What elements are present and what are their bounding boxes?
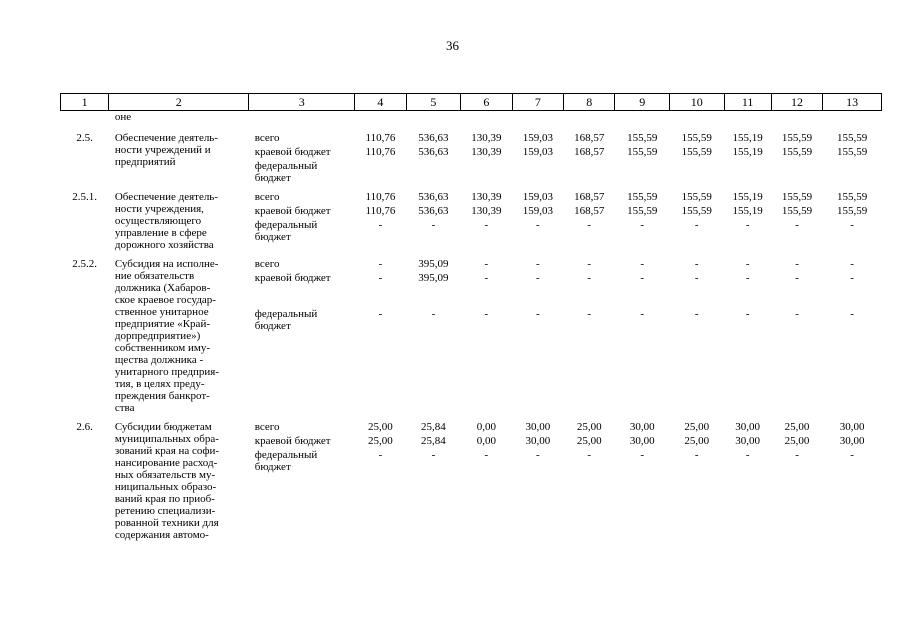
value-cell-col-7: - xyxy=(535,272,540,284)
value-cell-col-6: 130,39 xyxy=(471,132,502,144)
header-col-13: 13 xyxy=(823,94,882,111)
value-cell-col-7: 159,03 xyxy=(522,146,553,158)
value-cell-col-13: - xyxy=(850,272,854,284)
value-cell-col-12: 25,00 xyxy=(784,435,810,447)
funding-source: федеральный бюджет xyxy=(254,219,318,243)
funding-source: всего xyxy=(254,191,280,203)
header-col-11: 11 xyxy=(724,94,771,111)
value-cell-col-7: 159,03 xyxy=(522,205,553,217)
value-cell-col-10: - xyxy=(694,308,699,320)
value-cell-col-13: - xyxy=(850,219,854,231)
value-cell-col-11: - xyxy=(745,449,750,461)
value-cell-col-5: - xyxy=(431,219,436,231)
value-cell-col-12: 25,00 xyxy=(784,421,810,433)
value-cell-col-6: 130,39 xyxy=(471,146,502,158)
value-cell-col-7: - xyxy=(535,258,540,270)
value-cell-col-9: - xyxy=(640,272,645,284)
value-cell-col-10: - xyxy=(694,219,699,231)
row-number: 2.5.2. xyxy=(72,258,98,270)
value-cell-col-11: 30,00 xyxy=(735,435,761,447)
value-cell-col-4: 110,76 xyxy=(365,205,396,217)
value-cell-col-6: 130,39 xyxy=(471,191,502,203)
value-cell-col-12: 155,59 xyxy=(781,205,813,217)
value-cell-col-4: 25,00 xyxy=(368,435,393,447)
value-cell-col-8: 168,57 xyxy=(574,146,605,158)
row-number: 2.5. xyxy=(76,132,93,144)
header-col-9: 9 xyxy=(615,94,670,111)
value-cell-col-8: - xyxy=(587,219,592,231)
value-cell-col-11: 155,19 xyxy=(732,132,763,144)
value-cell-col-9: 30,00 xyxy=(629,435,655,447)
value-cell-col-11: 155,19 xyxy=(732,146,763,158)
funding-source: краевой бюджет xyxy=(254,435,331,447)
continuation-row xyxy=(61,111,882,126)
value-cell-col-5: 25,84 xyxy=(421,421,446,433)
value-cell-col-8: - xyxy=(587,449,592,461)
value-cell-col-9: 30,00 xyxy=(629,421,655,433)
value-cell-col-11: 155,19 xyxy=(732,191,763,203)
value-cell-col-13: 30,00 xyxy=(839,421,865,433)
item-name: Субсидия на исполне- ние обязательств должника (Хабаров- ское краевое государ- ственное унитарное предприятие «Край- дорпредприятие») собственником иму- щества должника - унитарного предприя- тия, в целях преду- преждения банкрот- ства xyxy=(114,258,220,414)
page-number: 36 xyxy=(446,38,459,53)
value-cell-col-9: 155,59 xyxy=(627,132,658,144)
value-cell-col-11 xyxy=(724,160,771,184)
value-cell-col-7: - xyxy=(535,219,540,231)
value-cell-col-12: 155,59 xyxy=(781,146,813,158)
value-cell-col-13: 155,59 xyxy=(837,191,868,203)
value-cell-col-9: - xyxy=(640,219,645,231)
value-cell-col-5: - xyxy=(431,308,436,320)
value-cell-col-10: - xyxy=(694,449,699,461)
value-cell-col-6: - xyxy=(484,449,489,461)
value-cell-col-12: 155,59 xyxy=(781,191,813,203)
value-cell-col-11: - xyxy=(745,308,750,320)
value-cell-col-7: 159,03 xyxy=(522,191,553,203)
value-cell-col-11: 155,19 xyxy=(732,205,763,217)
value-cell-col-11: - xyxy=(745,258,750,270)
value-cell-col-6: - xyxy=(484,258,489,270)
value-cell-col-5: 395,09 xyxy=(418,272,449,284)
value-cell-col-5: 536,63 xyxy=(418,132,449,144)
table-row xyxy=(61,414,882,435)
funding-source: всего xyxy=(254,132,280,144)
funding-source: краевой бюджет xyxy=(254,205,331,217)
value-cell-col-9 xyxy=(615,160,670,184)
funding-source: краевой бюджет xyxy=(254,146,331,158)
value-cell-col-11: - xyxy=(745,272,750,284)
value-cell-col-5 xyxy=(406,160,461,184)
value-cell-col-10 xyxy=(669,160,724,184)
value-cell-col-9: - xyxy=(640,258,645,270)
value-cell-col-4 xyxy=(355,160,406,184)
value-cell-col-9: 155,59 xyxy=(627,191,658,203)
value-cell-col-5: 395,09 xyxy=(418,258,449,270)
table-row xyxy=(61,125,882,146)
funding-source: федеральный бюджет xyxy=(254,449,318,473)
value-cell-col-7 xyxy=(512,160,563,184)
value-cell-col-10: 155,59 xyxy=(681,132,712,144)
table-row xyxy=(61,251,882,272)
value-cell-col-9: - xyxy=(640,308,645,320)
value-cell-col-4: 25,00 xyxy=(368,421,393,433)
header-col-12: 12 xyxy=(771,94,822,111)
value-cell-col-4: - xyxy=(378,308,383,320)
value-cell-col-4: - xyxy=(378,272,383,284)
value-cell-col-10: 25,00 xyxy=(684,435,710,447)
funding-source: федеральный бюджет xyxy=(254,160,318,184)
value-cell-col-7: - xyxy=(535,449,540,461)
funding-source: всего xyxy=(254,258,280,270)
value-cell-col-13: 30,00 xyxy=(839,435,865,447)
value-cell-col-13: - xyxy=(850,258,854,270)
value-cell-col-10: 155,59 xyxy=(681,191,712,203)
value-cell-col-12: 155,59 xyxy=(781,132,813,144)
value-cell-col-4: 110,76 xyxy=(365,132,396,144)
value-cell-col-8: 25,00 xyxy=(576,435,602,447)
header-col-5: 5 xyxy=(406,94,461,111)
value-cell-col-10: - xyxy=(694,272,699,284)
value-cell-col-4: 110,76 xyxy=(365,191,396,203)
value-cell-col-5: - xyxy=(431,449,436,461)
value-cell-col-10: - xyxy=(694,258,699,270)
value-cell-col-6 xyxy=(461,160,512,184)
value-cell-col-8: - xyxy=(587,258,592,270)
value-cell-col-12: - xyxy=(795,219,799,231)
value-cell-col-12: - xyxy=(795,272,799,284)
table-header xyxy=(61,94,882,111)
header-col-2: 2 xyxy=(109,94,249,111)
funding-source: краевой бюджет xyxy=(254,272,331,284)
value-cell-col-6: 0,00 xyxy=(476,435,496,447)
value-cell-col-5: 536,63 xyxy=(418,191,449,203)
header-col-1: 1 xyxy=(61,94,109,111)
header-col-4: 4 xyxy=(355,94,406,111)
value-cell-col-13: - xyxy=(850,308,854,320)
value-cell-col-8: - xyxy=(587,272,592,284)
value-cell-col-12: - xyxy=(795,449,799,461)
value-cell-col-7: 30,00 xyxy=(525,421,551,433)
value-cell-col-6: - xyxy=(484,272,489,284)
table-row xyxy=(61,184,882,205)
value-cell-col-8: 168,57 xyxy=(574,205,605,217)
value-cell-col-8: 168,57 xyxy=(574,191,605,203)
value-cell-col-4: - xyxy=(378,449,383,461)
header-col-7: 7 xyxy=(512,94,563,111)
funding-source: всего xyxy=(254,421,280,433)
header-col-10: 10 xyxy=(669,94,724,111)
value-cell-col-8 xyxy=(564,160,615,184)
header-col-6: 6 xyxy=(461,94,512,111)
value-cell-col-4: - xyxy=(378,219,383,231)
value-cell-col-7: - xyxy=(535,308,540,320)
value-cell-col-5: 536,63 xyxy=(418,205,449,217)
header-col-8: 8 xyxy=(564,94,615,111)
row-number: 2.6. xyxy=(76,421,93,433)
value-cell-col-4: 110,76 xyxy=(365,146,396,158)
value-cell-col-6: - xyxy=(484,219,489,231)
value-cell-col-5: 25,84 xyxy=(421,435,446,447)
value-cell-col-9: 155,59 xyxy=(627,205,658,217)
value-cell-col-10: 155,59 xyxy=(681,205,712,217)
continuation-text: оне xyxy=(114,111,132,123)
value-cell-col-10: 25,00 xyxy=(684,421,710,433)
value-cell-col-6: - xyxy=(484,308,489,320)
value-cell-col-7: 159,03 xyxy=(522,132,553,144)
value-cell-col-13: - xyxy=(850,449,854,461)
value-cell-col-7: 30,00 xyxy=(525,435,551,447)
value-cell-col-12: - xyxy=(795,258,799,270)
value-cell-col-13: 155,59 xyxy=(837,146,868,158)
value-cell-col-10: 155,59 xyxy=(681,146,712,158)
value-cell-col-5: 536,63 xyxy=(418,146,449,158)
item-name: Субсидии бюджетам муниципальных обра- зований края на софи- нансирование расход- ных обязательств му- ниципальных образо- ваний края по приоб- ретению специализи- рованной техники для содержания автомо- xyxy=(114,421,220,541)
value-cell-col-9: 155,59 xyxy=(627,146,658,158)
value-cell-col-13 xyxy=(823,160,882,184)
value-cell-col-6: 0,00 xyxy=(476,421,496,433)
funding-source: федеральный бюджет xyxy=(254,308,318,332)
value-cell-col-4: - xyxy=(378,258,383,270)
value-cell-col-8: - xyxy=(587,308,592,320)
header-col-3: 3 xyxy=(249,94,355,111)
value-cell-col-11: - xyxy=(745,219,750,231)
value-cell-col-11: 30,00 xyxy=(735,421,761,433)
budget-table xyxy=(60,93,882,541)
value-cell-col-12 xyxy=(771,160,822,184)
value-cell-col-12: - xyxy=(795,308,799,320)
row-number: 2.5.1. xyxy=(72,191,98,203)
value-cell-col-13: 155,59 xyxy=(837,132,868,144)
item-name: Обеспечение деятель- ности учреждения, осуществляющего управление в сфере дорожного хозяйства xyxy=(114,191,218,251)
value-cell-col-9: - xyxy=(640,449,645,461)
item-name: Обеспечение деятель- ности учреждений и предприятий xyxy=(114,132,218,168)
value-cell-col-8: 168,57 xyxy=(574,132,605,144)
value-cell-col-13: 155,59 xyxy=(837,205,868,217)
value-cell-col-8: 25,00 xyxy=(576,421,602,433)
value-cell-col-6: 130,39 xyxy=(471,205,502,217)
